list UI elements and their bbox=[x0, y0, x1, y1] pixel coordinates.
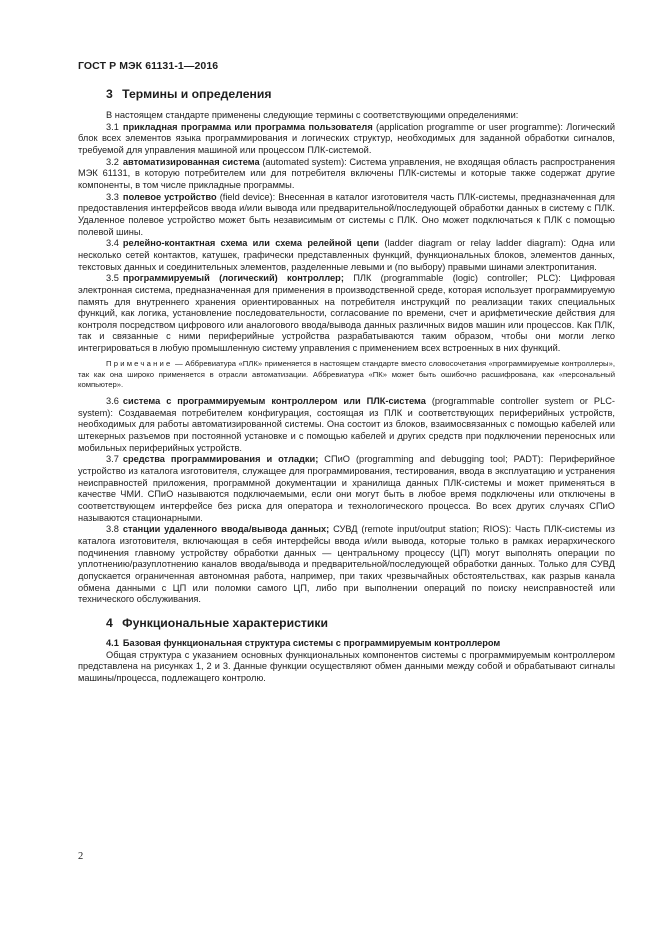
term-number: 3.4 bbox=[106, 238, 119, 249]
term-number: 3.8 bbox=[106, 524, 119, 535]
term-number: 3.7 bbox=[106, 454, 119, 465]
term-definition: (programmable controller system or PLC-system): Создаваемая потребителем конфигурация, состоящая из ПЛК и соответствующих периферийных устройств, необходимых для работы автоматизированной системы. Она состоит из блоков, взаимосвязанных с помощью кабелей или штекерных разъемов при постоянной установке и с помощью кабелей и других средств при подключении переносных или мобильных периферийных устройств. bbox=[78, 396, 615, 453]
term-name: программируемый (логический) контроллер; bbox=[122, 273, 344, 284]
subsection-4-1-text: Общая структура с указанием основных функциональных компонентов системы с программируемым контроллером представлена на рисунках 1, 2 и 3. Данные функции осуществляют обмен данными между собой и обрабатывают сигналы машины/процесса, подлежащего контролю. bbox=[78, 649, 615, 683]
document-header: ГОСТ Р МЭК 61131-1—2016 bbox=[78, 60, 219, 72]
section-4-heading bbox=[106, 616, 615, 630]
term-number: 3.3 bbox=[106, 191, 119, 202]
term-definition: СУВД (remote input/output station; RIOS): Часть ПЛК-системы из каталога изготовителя, включающая в себя интерфейсы ввода и/или вывода, которые только в рамках иерархического подчинения главному устройству обработки данных — центральному процессу (ЦП) могут выполнять операции по уплотнению/разуплотнению каналов ввода/вывода и предварительной/последующей обработки данных. Только для СУВД допускается ограниченная автономная работа, например, при таких чрезвычайных обстоятельствах, как разрыв канала обмена данными с ЦП или поломки самого ЦП, либо при выполнении операций по поиску неисправностей или технического обслуживания. bbox=[78, 524, 615, 605]
page-number: 2 bbox=[78, 851, 84, 862]
term-3-2 bbox=[78, 157, 615, 192]
term-definition: ПЛК (programmable (logic) controller; PLC): Цифровая электронная система, предназначенная для применения в производственной среде, которая использует программируемую память для внутреннего хранения ориентированных на потребителя инструкций по реализации таких специальных функций, как логика, установление последовательности, согласование по времени, счет и арифметические действия для контроля посредством цифрового или аналогового ввода/вывода данных различных видов машин или процессов. Как ПЛК, так и связанные с ними периферийные устройства разрабатываются таким образом, чтобы они могли легко интегрироваться в любую промышленную систему управления с применением всех встроенных в них функций. bbox=[78, 273, 616, 354]
term-3-6 bbox=[78, 396, 615, 454]
section-title: Термины и определения bbox=[122, 87, 272, 101]
term-name: автоматизированная система bbox=[122, 156, 260, 167]
note-label: Примечание bbox=[106, 358, 173, 368]
term-name: релейно-контактная схема или схема релейной цепи bbox=[122, 238, 380, 249]
term-number: 3.6 bbox=[106, 396, 119, 407]
term-3-5 bbox=[78, 273, 615, 355]
subsection-title: Базовая функциональная структура системы с программируемым контроллером bbox=[122, 637, 501, 648]
subsection-4-1-heading bbox=[78, 638, 615, 650]
term-3-4 bbox=[78, 238, 615, 273]
section-number: 3 bbox=[106, 87, 113, 101]
term-definition: (automated system): Система управления, не входящая область распространения МЭК 61131, в которую потребителем или для потребителя включены ПЛК-системы и которые также содержат другие компоненты, в том числе прикладные программы. bbox=[78, 156, 615, 190]
term-name: полевое устройство bbox=[122, 191, 217, 202]
section-3-heading bbox=[106, 87, 615, 101]
term-number: 3.2 bbox=[106, 156, 119, 167]
note bbox=[78, 359, 615, 391]
section-title: Функциональные характеристики bbox=[122, 615, 328, 630]
section-3-intro: В настоящем стандарте применены следующие термины с соответствующими определениями: bbox=[106, 110, 519, 120]
section-number: 4 bbox=[106, 615, 113, 630]
term-3-8 bbox=[78, 524, 615, 606]
term-3-1 bbox=[78, 122, 615, 157]
term-number: 3.1 bbox=[106, 121, 119, 132]
term-name: система с программируемым контроллером или ПЛК-система bbox=[122, 396, 426, 407]
term-definition: (application programme or user programme): Логический блок всех элементов языка программирования и логических структур, необходимых для заданной обработки сигналов, требуемой для управления машиной или процессом ПЛК-системой. bbox=[78, 121, 615, 155]
term-name: прикладная программа или программа пользователя bbox=[122, 121, 373, 132]
subsection-number: 4.1 bbox=[106, 637, 119, 648]
term-name: станции удаленного ввода/вывода данных; bbox=[122, 524, 330, 535]
term-3-7 bbox=[78, 454, 615, 524]
document-page bbox=[78, 60, 615, 685]
term-name: средства программирования и отладки; bbox=[122, 454, 319, 465]
term-3-3 bbox=[78, 192, 615, 239]
term-definition: СПиО (programming and debugging tool; PADT): Периферийное устройство из каталога изготовителя, служащее для программирования, тестирования, ввода в эксплуатацию и устранения неисправностей приложения, программной документации и хранилища данных ПЛК-системы и может применяться в качестве ЧМИ. СПиО называются подключаемыми, если они могут быть в любое время подключены или отключены в соответствующем интерфейсе без риска для оператора и технологического процесса. Во всех других случаях СПиО называются стационарными. bbox=[78, 454, 615, 523]
term-definition: (ladder diagram or relay ladder diagram): Одна или несколько сетей контактов, катушек, графически представленных функций, функциональных блоков, элементов данных, текстовых данных и соединительных элементов, разделенные левыми и (по выбору) правыми шинами электропитания. bbox=[78, 238, 616, 272]
term-number: 3.5 bbox=[106, 273, 119, 284]
term-definition: (field device): Внесенная в каталог изготовителя часть ПЛК-системы, предназначенная для предоставления интерфейсов ввода и/или вывода или предварительной/последующей обработки данных в систему с ПЛК. Удаленное полевое устройство может быть независимым от системы с ПЛК. Оно может подключаться к ПЛК с помощью полевой шины. bbox=[78, 191, 615, 237]
note-text: — Аббревиатура «ПЛК» применяется в настоящем стандарте вместо словосочетания «программируемые контроллеры», так как она широко применяется в отрасли автоматизации. Аббревиатура «ПК» может быть ошибочно расшифрована, как «персональный компьютер». bbox=[78, 358, 615, 390]
